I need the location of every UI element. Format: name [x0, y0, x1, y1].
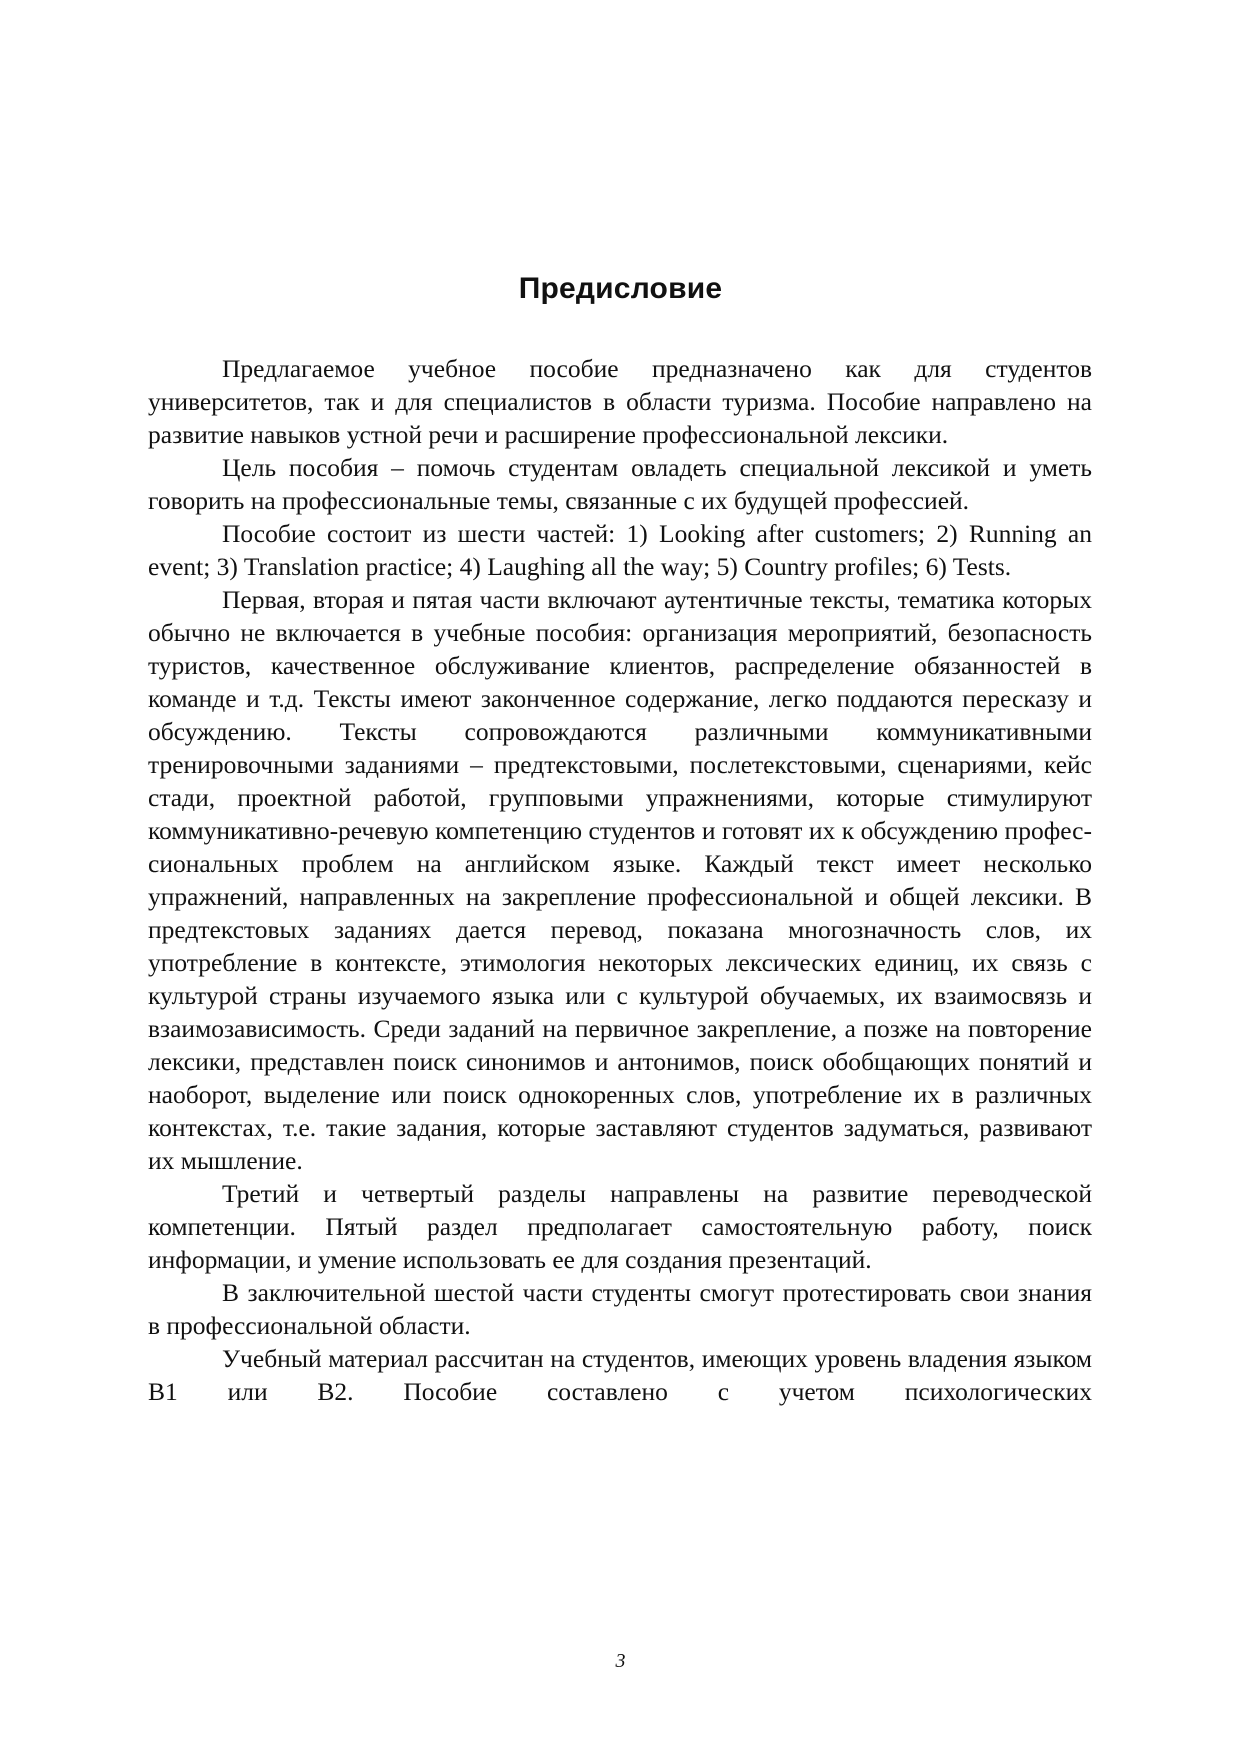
paragraph-5: Третий и четвертый разделы направлены на развитие переводческой компетенции. Пятый раздел предполагает самостоятельную работу, поиск информации, и умение использовать ее для создания презентаций.	[148, 1179, 1092, 1274]
paragraph-4: Первая, вторая и пятая части включают аутентичные тексты, тематика которых обычно не включается в учебные пособия: организация мероприятий, безопасность туристов, качественное обслуживание клиентов, распределение обязанностей в команде и т.д. Тексты имеют законченное содержание, легко поддаются пересказу и обсуждению. Тексты сопровождаются различными коммуникативными тренировочными заданиями – предтекстовыми, послетекстовыми, сценариями, кейс стади, проектной работой, групповыми упражнениями, которые стимулируют коммуникативно-речевую компетенцию студентов и готовят их к обсуждению профессиональных проблем на английском языке. Каждый текст имеет несколько упражнений, направленных на закрепление профессиональной и общей лексики. В предтекстовых заданиях дается перевод, показана многозначность слов, их употребление в контексте, этимология некоторых лексических единиц, их связь с культурой страны изучаемого языка или с культурой обучаемых, их взаимосвязь и взаимозависимость. Среди заданий на первичное закрепление, а позже на повторение лексики, представлен поиск синонимов и антонимов, поиск обобщающих понятий и наоборот, выделение или поиск однокоренных слов, употребление их в различных контекстах, т.е. такие задания, которые заставляют студентов задуматься, развивают их мышление.	[148, 585, 1092, 1175]
paragraph-3: Пособие состоит из шести частей: 1) Looking after customers; 2) Running an event; 3) Translation practice; 4) Laughing all the way; 5) Country profiles; 6) Tests.	[148, 519, 1092, 581]
paragraph-1: Предлагаемое учебное пособие предназначено как для студентов университетов, так и для специалистов в области туризма. Пособие направлено на развитие навыков устной речи и расширение профессиональной лексики.	[148, 354, 1092, 449]
paragraph-7: Учебный материал рассчитан на студентов, имеющих уровень владения языком B1 или B2. Пособие составлено с учетом психологических	[148, 1344, 1092, 1406]
paragraph-6: В заключительной шестой части студенты смогут протестировать свои знания в профессиональной области.	[148, 1278, 1092, 1340]
paragraph-2: Цель пособия – помочь студентам овладеть специальной лексикой и уметь говорить на профессиональные темы, связанные с их будущей профессией.	[148, 453, 1092, 515]
preface-body	[148, 352, 1092, 1408]
page-title: Предисловие	[518, 272, 723, 305]
page-number: 3	[615, 1650, 626, 1672]
